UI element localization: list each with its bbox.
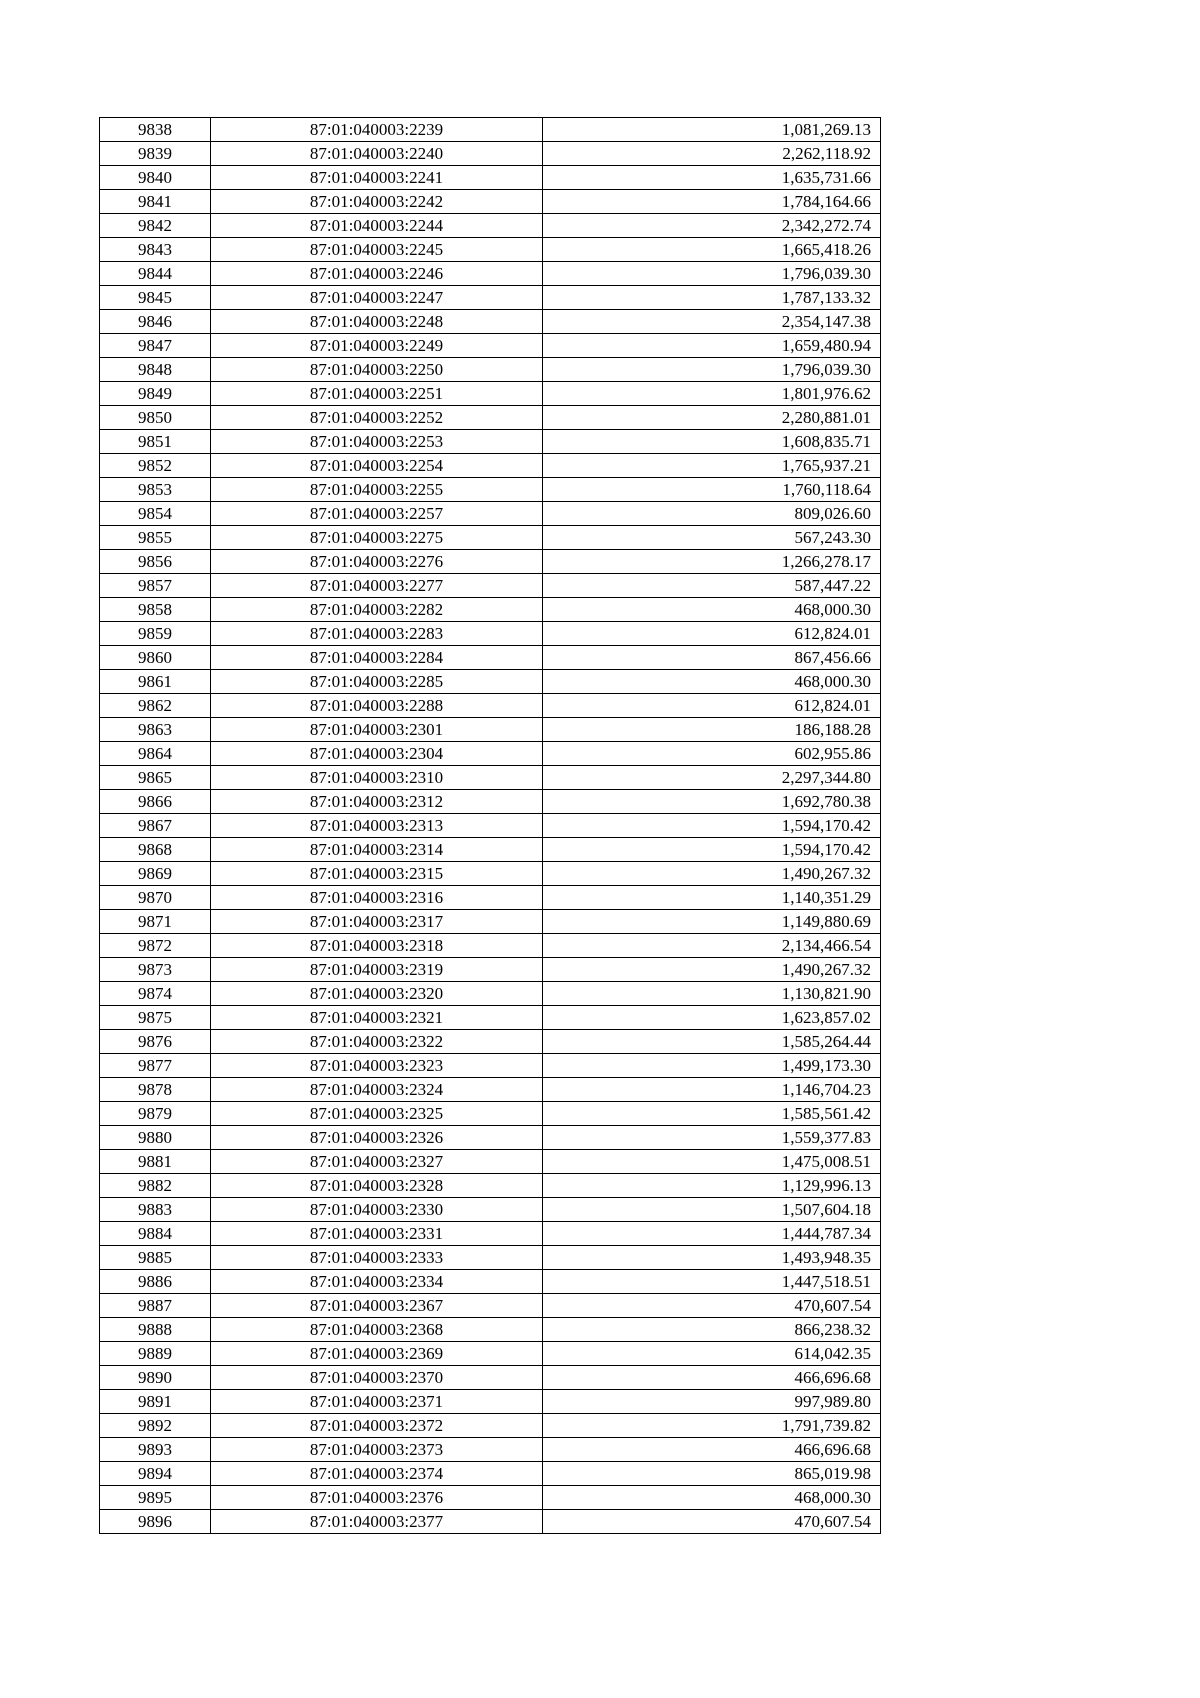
cadastral-value-table-container <box>99 117 880 1534</box>
cadastral-number-cell: 87:01:040003:2255 <box>211 478 543 502</box>
row-number-cell: 9872 <box>100 934 211 958</box>
row-number-cell: 9846 <box>100 310 211 334</box>
cadastral-value-cell: 1,507,604.18 <box>543 1198 881 1222</box>
table-row <box>100 1222 881 1246</box>
cadastral-value-cell: 1,140,351.29 <box>543 886 881 910</box>
cadastral-number-cell: 87:01:040003:2246 <box>211 262 543 286</box>
row-number-cell: 9861 <box>100 670 211 694</box>
cadastral-number-cell: 87:01:040003:2301 <box>211 718 543 742</box>
cadastral-value-cell: 1,149,880.69 <box>543 910 881 934</box>
cadastral-number-cell: 87:01:040003:2325 <box>211 1102 543 1126</box>
table-row <box>100 334 881 358</box>
cadastral-number-cell: 87:01:040003:2248 <box>211 310 543 334</box>
cadastral-number-cell: 87:01:040003:2242 <box>211 190 543 214</box>
row-number-cell: 9882 <box>100 1174 211 1198</box>
cadastral-number-cell: 87:01:040003:2277 <box>211 574 543 598</box>
table-row <box>100 1246 881 1270</box>
table-row <box>100 982 881 1006</box>
cadastral-number-cell: 87:01:040003:2285 <box>211 670 543 694</box>
row-number-cell: 9870 <box>100 886 211 910</box>
table-row <box>100 1198 881 1222</box>
cadastral-value-cell: 602,955.86 <box>543 742 881 766</box>
cadastral-value-cell: 1,784,164.66 <box>543 190 881 214</box>
cadastral-number-cell: 87:01:040003:2373 <box>211 1438 543 1462</box>
row-number-cell: 9869 <box>100 862 211 886</box>
row-number-cell: 9871 <box>100 910 211 934</box>
row-number-cell: 9881 <box>100 1150 211 1174</box>
cadastral-value-cell: 1,490,267.32 <box>543 862 881 886</box>
table-row <box>100 190 881 214</box>
row-number-cell: 9891 <box>100 1390 211 1414</box>
cadastral-value-cell: 2,134,466.54 <box>543 934 881 958</box>
cadastral-number-cell: 87:01:040003:2314 <box>211 838 543 862</box>
row-number-cell: 9849 <box>100 382 211 406</box>
table-row <box>100 622 881 646</box>
table-row <box>100 1174 881 1198</box>
row-number-cell: 9852 <box>100 454 211 478</box>
cadastral-number-cell: 87:01:040003:2318 <box>211 934 543 958</box>
row-number-cell: 9844 <box>100 262 211 286</box>
table-row <box>100 142 881 166</box>
cadastral-number-cell: 87:01:040003:2372 <box>211 1414 543 1438</box>
cadastral-number-cell: 87:01:040003:2241 <box>211 166 543 190</box>
row-number-cell: 9888 <box>100 1318 211 1342</box>
table-row <box>100 862 881 886</box>
table-row <box>100 1102 881 1126</box>
cadastral-number-cell: 87:01:040003:2323 <box>211 1054 543 1078</box>
row-number-cell: 9856 <box>100 550 211 574</box>
row-number-cell: 9875 <box>100 1006 211 1030</box>
cadastral-number-cell: 87:01:040003:2250 <box>211 358 543 382</box>
row-number-cell: 9841 <box>100 190 211 214</box>
row-number-cell: 9877 <box>100 1054 211 1078</box>
row-number-cell: 9864 <box>100 742 211 766</box>
row-number-cell: 9851 <box>100 430 211 454</box>
row-number-cell: 9876 <box>100 1030 211 1054</box>
cadastral-value-cell: 1,623,857.02 <box>543 1006 881 1030</box>
row-number-cell: 9853 <box>100 478 211 502</box>
row-number-cell: 9878 <box>100 1078 211 1102</box>
cadastral-number-cell: 87:01:040003:2367 <box>211 1294 543 1318</box>
row-number-cell: 9843 <box>100 238 211 262</box>
row-number-cell: 9839 <box>100 142 211 166</box>
cadastral-value-cell: 470,607.54 <box>543 1510 881 1534</box>
table-row <box>100 694 881 718</box>
table-row <box>100 1126 881 1150</box>
cadastral-value-cell: 809,026.60 <box>543 502 881 526</box>
cadastral-value-cell: 1,129,996.13 <box>543 1174 881 1198</box>
cadastral-number-cell: 87:01:040003:2304 <box>211 742 543 766</box>
row-number-cell: 9896 <box>100 1510 211 1534</box>
cadastral-value-cell: 612,824.01 <box>543 622 881 646</box>
row-number-cell: 9873 <box>100 958 211 982</box>
cadastral-value-cell: 865,019.98 <box>543 1462 881 1486</box>
table-row <box>100 1366 881 1390</box>
cadastral-number-cell: 87:01:040003:2370 <box>211 1366 543 1390</box>
table-row <box>100 766 881 790</box>
row-number-cell: 9854 <box>100 502 211 526</box>
row-number-cell: 9848 <box>100 358 211 382</box>
cadastral-value-cell: 612,824.01 <box>543 694 881 718</box>
cadastral-number-cell: 87:01:040003:2251 <box>211 382 543 406</box>
cadastral-number-cell: 87:01:040003:2317 <box>211 910 543 934</box>
cadastral-value-cell: 2,297,344.80 <box>543 766 881 790</box>
table-row <box>100 910 881 934</box>
table-row <box>100 886 881 910</box>
row-number-cell: 9859 <box>100 622 211 646</box>
cadastral-value-cell: 1,444,787.34 <box>543 1222 881 1246</box>
cadastral-value-cell: 2,280,881.01 <box>543 406 881 430</box>
cadastral-number-cell: 87:01:040003:2244 <box>211 214 543 238</box>
cadastral-number-cell: 87:01:040003:2328 <box>211 1174 543 1198</box>
cadastral-value-cell: 2,262,118.92 <box>543 142 881 166</box>
table-row <box>100 526 881 550</box>
cadastral-number-cell: 87:01:040003:2369 <box>211 1342 543 1366</box>
row-number-cell: 9840 <box>100 166 211 190</box>
table-row <box>100 1150 881 1174</box>
row-number-cell: 9887 <box>100 1294 211 1318</box>
row-number-cell: 9895 <box>100 1486 211 1510</box>
cadastral-value-cell: 1,130,821.90 <box>543 982 881 1006</box>
cadastral-number-cell: 87:01:040003:2275 <box>211 526 543 550</box>
table-body <box>100 118 881 1534</box>
cadastral-number-cell: 87:01:040003:2316 <box>211 886 543 910</box>
cadastral-number-cell: 87:01:040003:2288 <box>211 694 543 718</box>
cadastral-number-cell: 87:01:040003:2371 <box>211 1390 543 1414</box>
table-row <box>100 838 881 862</box>
cadastral-value-cell: 1,796,039.30 <box>543 358 881 382</box>
table-row <box>100 118 881 142</box>
row-number-cell: 9857 <box>100 574 211 598</box>
cadastral-value-cell: 1,475,008.51 <box>543 1150 881 1174</box>
cadastral-value-cell: 1,594,170.42 <box>543 814 881 838</box>
table-row <box>100 286 881 310</box>
cadastral-number-cell: 87:01:040003:2247 <box>211 286 543 310</box>
cadastral-number-cell: 87:01:040003:2249 <box>211 334 543 358</box>
cadastral-value-cell: 470,607.54 <box>543 1294 881 1318</box>
cadastral-value-cell: 1,146,704.23 <box>543 1078 881 1102</box>
cadastral-value-cell: 1,594,170.42 <box>543 838 881 862</box>
cadastral-number-cell: 87:01:040003:2239 <box>211 118 543 142</box>
cadastral-number-cell: 87:01:040003:2330 <box>211 1198 543 1222</box>
cadastral-number-cell: 87:01:040003:2245 <box>211 238 543 262</box>
cadastral-value-cell: 1,608,835.71 <box>543 430 881 454</box>
row-number-cell: 9879 <box>100 1102 211 1126</box>
cadastral-value-cell: 1,787,133.32 <box>543 286 881 310</box>
cadastral-value-cell: 468,000.30 <box>543 670 881 694</box>
cadastral-number-cell: 87:01:040003:2333 <box>211 1246 543 1270</box>
cadastral-number-cell: 87:01:040003:2368 <box>211 1318 543 1342</box>
row-number-cell: 9858 <box>100 598 211 622</box>
table-row <box>100 1270 881 1294</box>
cadastral-value-cell: 1,796,039.30 <box>543 262 881 286</box>
row-number-cell: 9868 <box>100 838 211 862</box>
row-number-cell: 9855 <box>100 526 211 550</box>
cadastral-number-cell: 87:01:040003:2324 <box>211 1078 543 1102</box>
cadastral-value-cell: 2,342,272.74 <box>543 214 881 238</box>
table-row <box>100 214 881 238</box>
cadastral-number-cell: 87:01:040003:2326 <box>211 1126 543 1150</box>
table-row <box>100 742 881 766</box>
table-row <box>100 310 881 334</box>
cadastral-number-cell: 87:01:040003:2376 <box>211 1486 543 1510</box>
table-row <box>100 958 881 982</box>
cadastral-value-cell: 468,000.30 <box>543 598 881 622</box>
cadastral-number-cell: 87:01:040003:2252 <box>211 406 543 430</box>
table-row <box>100 1510 881 1534</box>
cadastral-number-cell: 87:01:040003:2240 <box>211 142 543 166</box>
row-number-cell: 9842 <box>100 214 211 238</box>
row-number-cell: 9845 <box>100 286 211 310</box>
row-number-cell: 9847 <box>100 334 211 358</box>
table-row <box>100 1486 881 1510</box>
table-row <box>100 1414 881 1438</box>
table-row <box>100 1342 881 1366</box>
row-number-cell: 9867 <box>100 814 211 838</box>
cadastral-number-cell: 87:01:040003:2276 <box>211 550 543 574</box>
table-row <box>100 574 881 598</box>
cadastral-value-cell: 1,585,561.42 <box>543 1102 881 1126</box>
cadastral-value-cell: 614,042.35 <box>543 1342 881 1366</box>
cadastral-value-cell: 587,447.22 <box>543 574 881 598</box>
cadastral-value-cell: 1,559,377.83 <box>543 1126 881 1150</box>
table-row <box>100 1318 881 1342</box>
table-row <box>100 646 881 670</box>
cadastral-number-cell: 87:01:040003:2313 <box>211 814 543 838</box>
table-row <box>100 550 881 574</box>
row-number-cell: 9884 <box>100 1222 211 1246</box>
cadastral-value-cell: 567,243.30 <box>543 526 881 550</box>
cadastral-value-cell: 466,696.68 <box>543 1438 881 1462</box>
cadastral-value-cell: 1,665,418.26 <box>543 238 881 262</box>
cadastral-number-cell: 87:01:040003:2310 <box>211 766 543 790</box>
cadastral-value-cell: 1,447,518.51 <box>543 1270 881 1294</box>
table-row <box>100 1462 881 1486</box>
cadastral-number-cell: 87:01:040003:2284 <box>211 646 543 670</box>
table-row <box>100 1078 881 1102</box>
row-number-cell: 9880 <box>100 1126 211 1150</box>
table-row <box>100 502 881 526</box>
cadastral-number-cell: 87:01:040003:2321 <box>211 1006 543 1030</box>
row-number-cell: 9874 <box>100 982 211 1006</box>
cadastral-value-cell: 1,765,937.21 <box>543 454 881 478</box>
table-row <box>100 814 881 838</box>
cadastral-value-cell: 1,791,739.82 <box>543 1414 881 1438</box>
table-row <box>100 790 881 814</box>
table-row <box>100 1054 881 1078</box>
cadastral-value-cell: 997,989.80 <box>543 1390 881 1414</box>
cadastral-value-cell: 466,696.68 <box>543 1366 881 1390</box>
cadastral-number-cell: 87:01:040003:2283 <box>211 622 543 646</box>
cadastral-value-cell: 866,238.32 <box>543 1318 881 1342</box>
row-number-cell: 9850 <box>100 406 211 430</box>
cadastral-value-cell: 1,493,948.35 <box>543 1246 881 1270</box>
table-row <box>100 454 881 478</box>
table-row <box>100 718 881 742</box>
table-row <box>100 262 881 286</box>
cadastral-number-cell: 87:01:040003:2282 <box>211 598 543 622</box>
table-row <box>100 1294 881 1318</box>
row-number-cell: 9866 <box>100 790 211 814</box>
cadastral-number-cell: 87:01:040003:2320 <box>211 982 543 1006</box>
table-row <box>100 934 881 958</box>
cadastral-number-cell: 87:01:040003:2312 <box>211 790 543 814</box>
row-number-cell: 9862 <box>100 694 211 718</box>
table-row <box>100 166 881 190</box>
cadastral-value-cell: 468,000.30 <box>543 1486 881 1510</box>
cadastral-value-cell: 1,490,267.32 <box>543 958 881 982</box>
row-number-cell: 9886 <box>100 1270 211 1294</box>
table-row <box>100 358 881 382</box>
cadastral-value-table <box>99 117 881 1534</box>
row-number-cell: 9865 <box>100 766 211 790</box>
row-number-cell: 9889 <box>100 1342 211 1366</box>
table-row <box>100 478 881 502</box>
row-number-cell: 9893 <box>100 1438 211 1462</box>
cadastral-number-cell: 87:01:040003:2257 <box>211 502 543 526</box>
cadastral-number-cell: 87:01:040003:2327 <box>211 1150 543 1174</box>
row-number-cell: 9863 <box>100 718 211 742</box>
cadastral-value-cell: 1,659,480.94 <box>543 334 881 358</box>
cadastral-number-cell: 87:01:040003:2253 <box>211 430 543 454</box>
cadastral-value-cell: 186,188.28 <box>543 718 881 742</box>
cadastral-number-cell: 87:01:040003:2334 <box>211 1270 543 1294</box>
cadastral-number-cell: 87:01:040003:2254 <box>211 454 543 478</box>
table-row <box>100 406 881 430</box>
cadastral-number-cell: 87:01:040003:2319 <box>211 958 543 982</box>
cadastral-value-cell: 1,266,278.17 <box>543 550 881 574</box>
row-number-cell: 9892 <box>100 1414 211 1438</box>
row-number-cell: 9890 <box>100 1366 211 1390</box>
row-number-cell: 9860 <box>100 646 211 670</box>
table-row <box>100 1390 881 1414</box>
cadastral-value-cell: 1,081,269.13 <box>543 118 881 142</box>
table-row <box>100 238 881 262</box>
table-row <box>100 1030 881 1054</box>
table-row <box>100 1438 881 1462</box>
cadastral-number-cell: 87:01:040003:2315 <box>211 862 543 886</box>
table-row <box>100 598 881 622</box>
cadastral-number-cell: 87:01:040003:2322 <box>211 1030 543 1054</box>
cadastral-number-cell: 87:01:040003:2377 <box>211 1510 543 1534</box>
table-row <box>100 670 881 694</box>
cadastral-value-cell: 1,635,731.66 <box>543 166 881 190</box>
table-row <box>100 382 881 406</box>
cadastral-value-cell: 1,760,118.64 <box>543 478 881 502</box>
row-number-cell: 9885 <box>100 1246 211 1270</box>
table-row <box>100 1006 881 1030</box>
row-number-cell: 9838 <box>100 118 211 142</box>
row-number-cell: 9894 <box>100 1462 211 1486</box>
cadastral-value-cell: 1,692,780.38 <box>543 790 881 814</box>
cadastral-value-cell: 867,456.66 <box>543 646 881 670</box>
cadastral-value-cell: 1,585,264.44 <box>543 1030 881 1054</box>
cadastral-number-cell: 87:01:040003:2331 <box>211 1222 543 1246</box>
cadastral-value-cell: 1,499,173.30 <box>543 1054 881 1078</box>
table-row <box>100 430 881 454</box>
cadastral-value-cell: 2,354,147.38 <box>543 310 881 334</box>
cadastral-number-cell: 87:01:040003:2374 <box>211 1462 543 1486</box>
row-number-cell: 9883 <box>100 1198 211 1222</box>
cadastral-value-cell: 1,801,976.62 <box>543 382 881 406</box>
